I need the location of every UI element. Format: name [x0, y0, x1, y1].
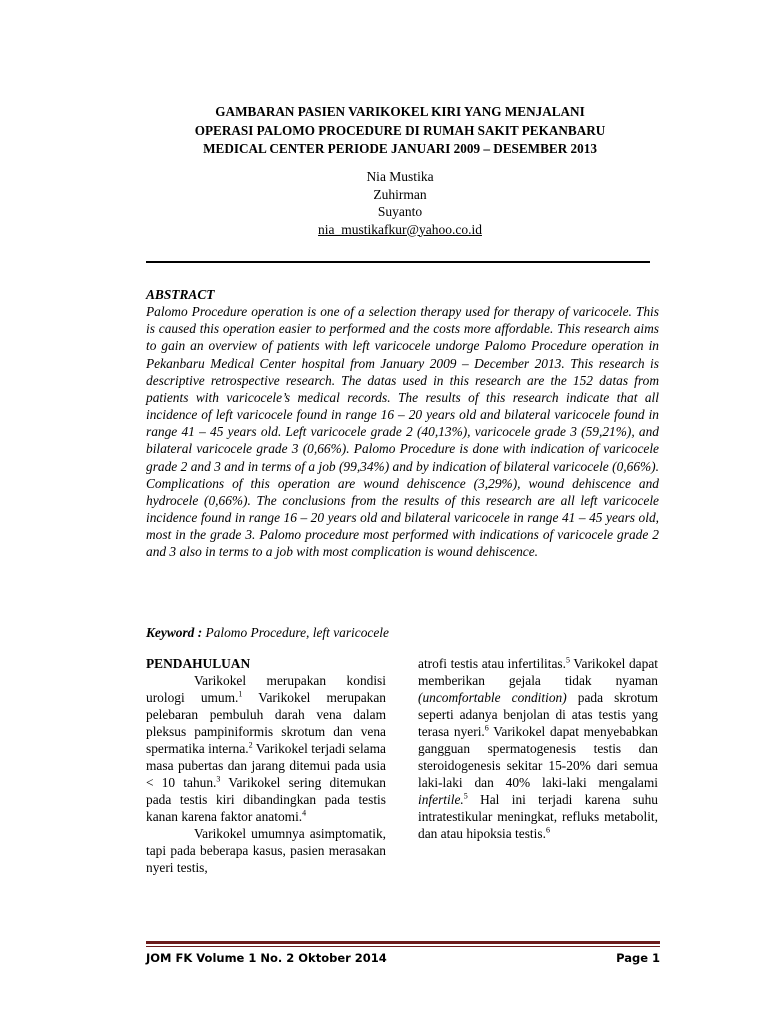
footer-divider-thin	[146, 946, 660, 947]
footer-divider-thick	[146, 941, 660, 944]
keyword-line	[146, 624, 659, 641]
paragraph	[146, 672, 386, 825]
citation-ref: 6	[545, 825, 550, 835]
title-line-3: MEDICAL CENTER PERIODE JANUARI 2009 – DESEMBER 2013	[203, 141, 597, 156]
right-column	[418, 655, 658, 842]
paper-title	[140, 103, 660, 159]
title-line-1: GAMBARAN PASIEN VARIKOKEL KIRI YANG MENJALANI	[215, 104, 585, 119]
abstract-section	[146, 286, 659, 561]
citation-ref: 4	[302, 808, 307, 818]
paragraph-text: Hal ini terjadi karena suhu intratestikular meningkat, refluks metabolit, dan atau hipoksia testis.	[418, 792, 658, 841]
citation-ref: 5	[463, 791, 468, 801]
keyword-label: Keyword :	[146, 625, 203, 640]
paragraph-text: Varikokel terjadi selama masa pubertas dan jarang ditemui pada usia < 10 tahun.	[146, 741, 386, 790]
citation-ref: 3	[216, 774, 221, 784]
page-number: Page 1	[616, 951, 660, 965]
citation-ref: 1	[238, 689, 243, 699]
paragraph	[418, 655, 658, 842]
keyword-text: Palomo Procedure, left varicocele	[202, 625, 389, 640]
journal-citation: JOM FK Volume 1 No. 2 Oktober 2014	[146, 951, 387, 965]
italic-term: (uncomfortable condition)	[418, 690, 567, 705]
author-block	[200, 168, 600, 238]
title-line-2: OPERASI PALOMO PROCEDURE DI RUMAH SAKIT PEKANBARU	[194, 122, 606, 138]
abstract-heading: ABSTRACT	[146, 287, 215, 302]
paragraph-text: Varikokel merupakan pelebaran pembuluh darah vena dalam pleksus pampiniformis skrotum dan vena spermatika interna.	[146, 690, 386, 756]
author-email-link[interactable]: nia_mustikafkur@yahoo.co.id	[318, 221, 482, 237]
left-column	[146, 655, 386, 876]
author-name: Nia Mustika	[366, 169, 434, 184]
abstract-text: Palomo Procedure operation is one of a selection therapy used for therapy of varicocele. This is caused this operation easier to performed and the costs more affordable. This research aims to gain an overview of patients with left varicocele undorge Palomo Procedure operation in Pekanbaru Medical Center hospital from January 2009 – December 2013. This research is descriptive retrospective research. The datas used in this research are the 152 datas from patients with varicocele’s medical records. The results of this research indicate that all incidence of left varicocele found in range 16 – 20 years old and bilateral varicocele found in range 41 – 45 years old. Left varicocele grade 2 (40,13%), varicocele grade 3 (59,21%), and bilateral varicocele grade 3 (0,66%). Palomo Procedure is done with indication of varicocele grade 2 and 3 and in terms of a job (99,34%) and by indication of bilateral varicocele (0,66%). Complications of this operation are wound dehiscence (3,29%), wound dehiscence and hydrocele (0,66%). The conclusions from the results of this research are all left varicocele incidence found in range 16 – 20 years old and bilateral varicocele in range 41 – 45 years old, most in the grade 3. Palomo procedure most performed with indications of varicocele grade 2 and 3 also in terms to a job with most complication is wound dehiscence.	[146, 304, 659, 560]
paragraph-text: Varikokel dapat memberikan gejala tidak nyaman	[418, 656, 658, 688]
citation-ref: 6	[484, 723, 489, 733]
italic-term: infertile.	[418, 792, 464, 807]
header-divider	[146, 261, 650, 263]
paragraph-text: Varikokel dapat menyebabkan gangguan spermatogenesis testis dan steroidogenesis sekitar 15-20% dari semua laki-laki dan 40% laki-laki mengalami	[418, 724, 659, 790]
section-heading: PENDAHULUAN	[146, 656, 251, 671]
paragraph-text: pada skrotum seperti adanya benjolan di atas testis yang terasa nyeri.	[418, 690, 659, 739]
paragraph-text: Varikokel sering ditemukan pada testis kiri dibandingkan pada testis kanan karena faktor anatomi.	[146, 775, 386, 824]
citation-ref: 2	[248, 740, 253, 750]
author-name: Suyanto	[377, 204, 423, 219]
citation-ref: 5	[565, 655, 570, 665]
paragraph: Varikokel umumnya asimptomatik, tapi pada beberapa kasus, pasien merasakan nyeri testis,	[146, 826, 386, 875]
author-name: Zuhirman	[373, 186, 427, 202]
paragraph-text: Varikokel merupakan kondisi urologi umum.	[146, 673, 386, 705]
paragraph-text: atrofi testis atau infertilitas.	[418, 656, 566, 671]
